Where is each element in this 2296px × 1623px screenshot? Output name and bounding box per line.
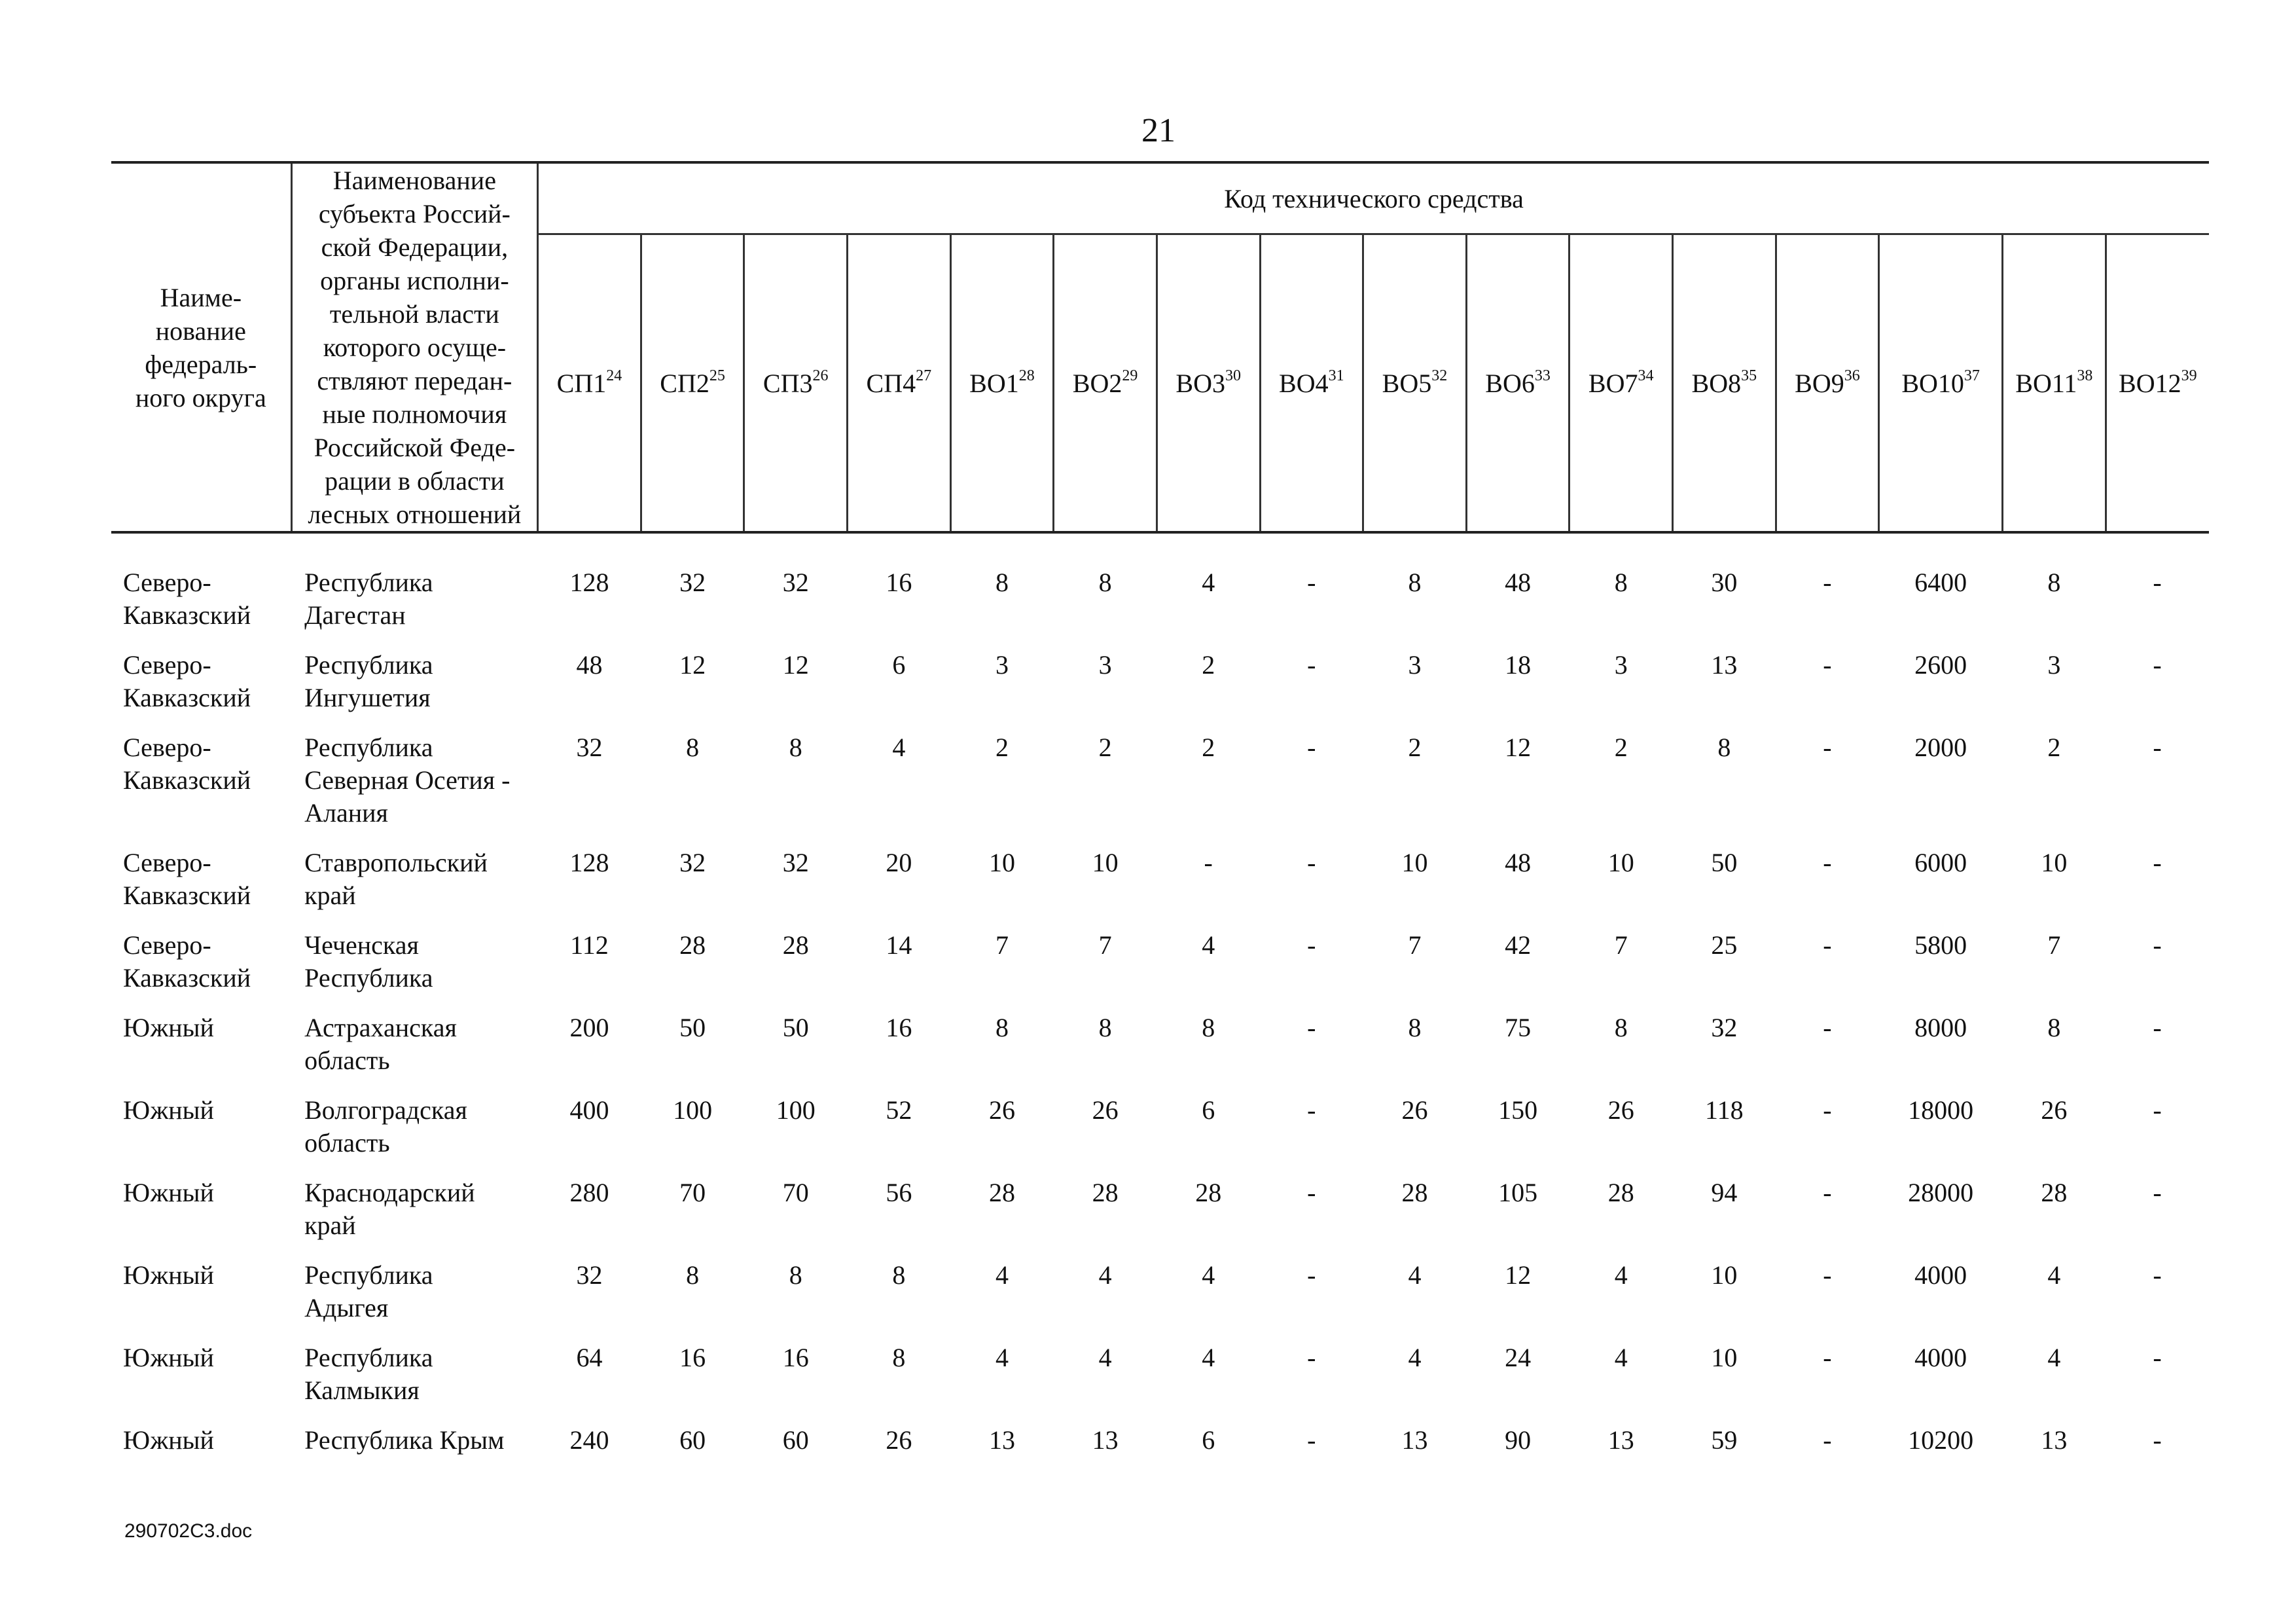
- cell-value: -: [1823, 650, 1832, 680]
- cell-value: 52: [886, 1095, 912, 1125]
- cell-value: 4: [1202, 1343, 1215, 1372]
- header-code-title: Код технического средства: [538, 162, 2209, 234]
- header-code-3: [744, 234, 848, 533]
- code-label: ВО6: [1485, 368, 1535, 398]
- table-row: [111, 731, 2209, 847]
- footnote-ref: 34: [1638, 367, 1654, 384]
- cell-value: 26: [886, 1425, 912, 1455]
- footnote-ref: 26: [812, 367, 829, 384]
- cell-value: 10: [1607, 848, 1634, 877]
- cell-value: 12: [1505, 733, 1532, 762]
- cell-value: -: [2153, 650, 2162, 680]
- footnote-ref: 31: [1328, 367, 1344, 384]
- cell-value: 16: [679, 1343, 706, 1372]
- cell-value: 10: [2041, 848, 2068, 877]
- cell-subject: Ставропольский край: [304, 848, 488, 910]
- cell-value: 400: [569, 1095, 609, 1125]
- footnote-ref: 32: [1431, 367, 1448, 384]
- cell-value: 6: [892, 650, 906, 680]
- cell-value: 10200: [1908, 1425, 1974, 1455]
- cell-value: 4: [1098, 1343, 1112, 1372]
- cell-value: 13: [988, 1425, 1015, 1455]
- cell-value: 28: [679, 930, 706, 960]
- cell-value: 18: [1505, 650, 1532, 680]
- cell-value: -: [1823, 733, 1832, 762]
- cell-value: 7: [1408, 930, 1422, 960]
- cell-value: 48: [1505, 848, 1532, 877]
- cell-value: 4: [995, 1343, 1009, 1372]
- cell-value: 60: [782, 1425, 809, 1455]
- header-federal-district-label: Наиме- нование федераль- ного округа: [135, 282, 266, 412]
- cell-value: 3: [1408, 650, 1422, 680]
- header-code-9: [1363, 234, 1467, 533]
- cell-value: 8: [1717, 733, 1731, 762]
- cell-value: 25: [1711, 930, 1738, 960]
- cell-value: 8: [1408, 568, 1422, 597]
- cell-value: 50: [679, 1013, 706, 1042]
- footnote-ref: 36: [1844, 367, 1860, 384]
- cell-value: 32: [782, 848, 809, 877]
- cell-value: 13: [1711, 650, 1738, 680]
- cell-value: -: [1823, 1013, 1832, 1042]
- cell-value: 32: [782, 568, 809, 597]
- cell-value: 13: [1401, 1425, 1428, 1455]
- header-code-7: [1157, 234, 1260, 533]
- cell-value: 32: [576, 733, 603, 762]
- cell-value: 8: [1098, 1013, 1112, 1042]
- cell-value: 2: [1202, 733, 1215, 762]
- cell-federal-district: Северо- Кавказский: [123, 650, 251, 712]
- cell-value: 42: [1505, 930, 1532, 960]
- cell-value: 28: [1401, 1178, 1428, 1207]
- code-label: ВО5: [1382, 368, 1432, 398]
- cell-value: 4: [1202, 930, 1215, 960]
- footnote-ref: 30: [1225, 367, 1241, 384]
- cell-value: 8000: [1914, 1013, 1967, 1042]
- cell-value: 4000: [1914, 1260, 1967, 1290]
- cell-value: 2: [1408, 733, 1422, 762]
- header-code-2: [641, 234, 744, 533]
- header-code-10: [1466, 234, 1570, 533]
- code-label: ВО2: [1072, 368, 1122, 398]
- code-label: ВО10: [1901, 368, 1964, 398]
- cell-value: 4: [1614, 1260, 1628, 1290]
- cell-value: 150: [1498, 1095, 1538, 1125]
- code-label: ВО8: [1691, 368, 1742, 398]
- footnote-ref: 24: [606, 367, 622, 384]
- cell-value: 4: [892, 733, 906, 762]
- cell-subject: Краснодарский край: [304, 1178, 475, 1240]
- cell-value: 100: [776, 1095, 816, 1125]
- table-row: [111, 1094, 2209, 1176]
- cell-value: 12: [679, 650, 706, 680]
- cell-value: 8: [789, 1260, 802, 1290]
- cell-value: 128: [569, 568, 609, 597]
- cell-subject: Астраханская область: [304, 1013, 457, 1075]
- cell-value: 2: [1614, 733, 1628, 762]
- cell-value: 8: [1614, 568, 1628, 597]
- cell-federal-district: Северо- Кавказский: [123, 930, 251, 993]
- header-code-5: [950, 234, 1054, 533]
- cell-value: -: [2153, 733, 2162, 762]
- cell-subject: Республика Крым: [304, 1425, 505, 1455]
- cell-value: 90: [1505, 1425, 1532, 1455]
- cell-value: -: [1823, 1178, 1832, 1207]
- table-row: [111, 929, 2209, 1012]
- cell-value: 112: [570, 930, 609, 960]
- table-body: [111, 532, 2209, 1506]
- cell-value: 6: [1202, 1095, 1215, 1125]
- cell-value: -: [1307, 650, 1316, 680]
- cell-value: 6000: [1914, 848, 1967, 877]
- cell-value: -: [2153, 1343, 2162, 1372]
- header-code-4: [848, 234, 951, 533]
- cell-value: 8: [1098, 568, 1112, 597]
- cell-value: 4: [1614, 1343, 1628, 1372]
- cell-value: -: [2153, 930, 2162, 960]
- cell-value: 12: [1505, 1260, 1532, 1290]
- cell-value: 5800: [1914, 930, 1967, 960]
- table-row: [111, 1012, 2209, 1094]
- cell-value: 4: [1408, 1343, 1422, 1372]
- table-row: [111, 566, 2209, 649]
- cell-value: 75: [1505, 1013, 1532, 1042]
- cell-subject: Республика Адыгея: [304, 1260, 433, 1322]
- code-label: ВО3: [1175, 368, 1225, 398]
- technical-means-table: [111, 161, 2209, 1506]
- cell-value: -: [2153, 1095, 2162, 1125]
- cell-value: 28: [988, 1178, 1015, 1207]
- cell-federal-district: Северо- Кавказский: [123, 733, 251, 795]
- cell-value: -: [1823, 930, 1832, 960]
- code-label: ВО1: [969, 368, 1019, 398]
- cell-value: -: [1823, 1260, 1832, 1290]
- cell-value: 2: [995, 733, 1009, 762]
- cell-value: 26: [1607, 1095, 1634, 1125]
- cell-value: -: [1823, 1343, 1832, 1372]
- cell-value: -: [1307, 733, 1316, 762]
- cell-value: -: [2153, 1425, 2162, 1455]
- cell-value: 30: [1711, 568, 1738, 597]
- cell-value: 3: [995, 650, 1009, 680]
- header-subject: [291, 162, 538, 532]
- cell-value: 28: [1092, 1178, 1119, 1207]
- cell-value: -: [1823, 848, 1832, 877]
- cell-value: 28000: [1908, 1178, 1974, 1207]
- code-label: СП2: [660, 368, 709, 398]
- footnote-ref: 35: [1741, 367, 1757, 384]
- cell-value: 8: [686, 733, 700, 762]
- code-label: ВО12: [2119, 368, 2181, 398]
- cell-value: 8: [1202, 1013, 1215, 1042]
- cell-value: -: [1307, 930, 1316, 960]
- cell-subject: Республика Ингушетия: [304, 650, 433, 712]
- cell-value: 4: [1098, 1260, 1112, 1290]
- cell-value: 4: [1202, 1260, 1215, 1290]
- cell-value: 20: [886, 848, 912, 877]
- cell-value: -: [1307, 848, 1316, 877]
- cell-value: -: [2153, 1178, 2162, 1207]
- cell-value: 24: [1505, 1343, 1532, 1372]
- footnote-ref: 27: [916, 367, 932, 384]
- page-number: 21: [1141, 112, 1175, 149]
- cell-value: 2: [1202, 650, 1215, 680]
- cell-value: 10: [988, 848, 1015, 877]
- cell-value: 26: [988, 1095, 1015, 1125]
- cell-value: 8: [892, 1343, 906, 1372]
- cell-value: 7: [2047, 930, 2061, 960]
- cell-subject: Республика Дагестан: [304, 568, 433, 630]
- cell-value: 59: [1711, 1425, 1738, 1455]
- cell-value: -: [1307, 1178, 1316, 1207]
- cell-value: 8: [995, 1013, 1009, 1042]
- cell-value: 70: [679, 1178, 706, 1207]
- cell-subject: Республика Северная Осетия - Алания: [304, 733, 511, 828]
- code-label: СП4: [866, 368, 916, 398]
- cell-value: 28: [1195, 1178, 1222, 1207]
- cell-value: -: [2153, 1013, 2162, 1042]
- cell-value: 2600: [1914, 650, 1967, 680]
- cell-federal-district: Южный: [123, 1095, 214, 1125]
- header-code-15: [2003, 234, 2106, 533]
- cell-value: -: [1204, 848, 1213, 877]
- cell-value: 10: [1092, 848, 1119, 877]
- header-code-13: [1776, 234, 1879, 533]
- cell-value: 32: [576, 1260, 603, 1290]
- cell-federal-district: Южный: [123, 1013, 214, 1042]
- code-label: СП3: [762, 368, 813, 398]
- cell-value: 4: [2047, 1343, 2061, 1372]
- footnote-ref: 37: [1964, 367, 1980, 384]
- cell-value: -: [1823, 1425, 1832, 1455]
- cell-federal-district: Северо- Кавказский: [123, 568, 251, 630]
- cell-federal-district: Южный: [123, 1425, 214, 1455]
- cell-value: 18000: [1908, 1095, 1974, 1125]
- cell-value: 4: [1202, 568, 1215, 597]
- cell-value: 10: [1401, 848, 1428, 877]
- cell-value: -: [1307, 568, 1316, 597]
- cell-value: 28: [2041, 1178, 2068, 1207]
- cell-value: 7: [1098, 930, 1112, 960]
- cell-value: 28: [782, 930, 809, 960]
- cell-value: 13: [1607, 1425, 1634, 1455]
- cell-value: 280: [569, 1178, 609, 1207]
- code-label: ВО4: [1279, 368, 1329, 398]
- cell-value: 8: [1408, 1013, 1422, 1042]
- header-code-14: [1879, 234, 2003, 533]
- cell-value: 6400: [1914, 568, 1967, 597]
- cell-value: -: [1307, 1095, 1316, 1125]
- cell-value: 8: [2047, 568, 2061, 597]
- cell-value: -: [1307, 1260, 1316, 1290]
- table-row: [111, 1176, 2209, 1259]
- cell-value: 94: [1711, 1178, 1738, 1207]
- code-label: ВО7: [1588, 368, 1638, 398]
- cell-value: 8: [686, 1260, 700, 1290]
- cell-value: -: [1823, 568, 1832, 597]
- cell-value: 4: [995, 1260, 1009, 1290]
- cell-value: 28: [1607, 1178, 1634, 1207]
- cell-value: 10: [1711, 1260, 1738, 1290]
- cell-value: 8: [789, 733, 802, 762]
- footnote-ref: 25: [709, 367, 725, 384]
- cell-value: 118: [1705, 1095, 1744, 1125]
- cell-value: 48: [576, 650, 603, 680]
- cell-value: 8: [2047, 1013, 2061, 1042]
- footnote-ref: 29: [1122, 367, 1138, 384]
- footnote-ref: 33: [1534, 367, 1551, 384]
- footnote-ref: 38: [2077, 367, 2093, 384]
- cell-value: 200: [569, 1013, 609, 1042]
- cell-subject: Волгоградская область: [304, 1095, 467, 1158]
- cell-value: 8: [995, 568, 1009, 597]
- table-row: [111, 1424, 2209, 1506]
- cell-value: 12: [782, 650, 809, 680]
- cell-value: 50: [782, 1013, 809, 1042]
- header-federal-district: [111, 162, 291, 532]
- cell-value: 13: [1092, 1425, 1119, 1455]
- footnote-ref: 28: [1018, 367, 1035, 384]
- cell-value: 10: [1711, 1343, 1738, 1372]
- cell-value: 2: [2047, 733, 2061, 762]
- cell-value: 4: [2047, 1260, 2061, 1290]
- footnote-ref: 39: [2181, 367, 2197, 384]
- table-row: [111, 1259, 2209, 1341]
- cell-value: 2000: [1914, 733, 1967, 762]
- cell-value: -: [1823, 1095, 1832, 1125]
- header-code-12: [1673, 234, 1776, 533]
- cell-value: 26: [1401, 1095, 1428, 1125]
- cell-value: 56: [886, 1178, 912, 1207]
- cell-value: 32: [1711, 1013, 1738, 1042]
- table-row: [111, 649, 2209, 731]
- cell-value: 60: [679, 1425, 706, 1455]
- cell-value: 128: [569, 848, 609, 877]
- cell-value: 32: [679, 568, 706, 597]
- cell-value: 50: [1711, 848, 1738, 877]
- cell-value: 32: [679, 848, 706, 877]
- header-code-16: [2106, 234, 2209, 533]
- cell-value: 16: [886, 568, 912, 597]
- cell-value: 70: [782, 1178, 809, 1207]
- code-label: ВО9: [1795, 368, 1844, 398]
- cell-value: -: [2153, 848, 2162, 877]
- table-row: [111, 1341, 2209, 1424]
- cell-subject: Чеченская Республика: [304, 930, 433, 993]
- cell-value: 2: [1098, 733, 1112, 762]
- cell-value: 64: [576, 1343, 603, 1372]
- cell-value: 100: [673, 1095, 713, 1125]
- cell-federal-district: Южный: [123, 1260, 214, 1290]
- header-code-6: [1054, 234, 1157, 533]
- cell-value: -: [1307, 1425, 1316, 1455]
- cell-value: 3: [1614, 650, 1628, 680]
- cell-value: 4: [1408, 1260, 1422, 1290]
- cell-value: 26: [1092, 1095, 1119, 1125]
- cell-value: 240: [569, 1425, 609, 1455]
- cell-federal-district: Южный: [123, 1343, 214, 1372]
- header-code-11: [1570, 234, 1673, 533]
- code-label: ВО11: [2015, 368, 2077, 398]
- cell-value: 7: [1614, 930, 1628, 960]
- cell-value: 48: [1505, 568, 1532, 597]
- cell-value: 16: [782, 1343, 809, 1372]
- cell-value: -: [1307, 1343, 1316, 1372]
- cell-value: -: [2153, 1260, 2162, 1290]
- cell-value: 6: [1202, 1425, 1215, 1455]
- cell-federal-district: Северо- Кавказский: [123, 848, 251, 910]
- table-row: [111, 847, 2209, 929]
- cell-subject: Республика Калмыкия: [304, 1343, 433, 1405]
- cell-value: 14: [886, 930, 912, 960]
- cell-value: 105: [1498, 1178, 1538, 1207]
- cell-value: 13: [2041, 1425, 2068, 1455]
- code-label: СП1: [556, 368, 607, 398]
- cell-value: 7: [995, 930, 1009, 960]
- cell-value: 26: [2041, 1095, 2068, 1125]
- cell-value: 3: [2047, 650, 2061, 680]
- cell-value: -: [2153, 568, 2162, 597]
- cell-value: 8: [1614, 1013, 1628, 1042]
- cell-value: -: [1307, 1013, 1316, 1042]
- cell-value: 16: [886, 1013, 912, 1042]
- cell-value: 3: [1098, 650, 1112, 680]
- cell-value: 8: [892, 1260, 906, 1290]
- header-code-8: [1260, 234, 1363, 533]
- header-code-1: [538, 234, 641, 533]
- cell-federal-district: Южный: [123, 1178, 214, 1207]
- cell-value: 4000: [1914, 1343, 1967, 1372]
- header-subject-label: Наименование субъекта Россий- ской Федерации, органы исполни- тельной власти которого осуще- ствляют передан- ные полномочия Российской Феде- рации в области лесных отношений: [308, 166, 522, 529]
- document-filename: 290702С3.doc: [124, 1520, 253, 1542]
